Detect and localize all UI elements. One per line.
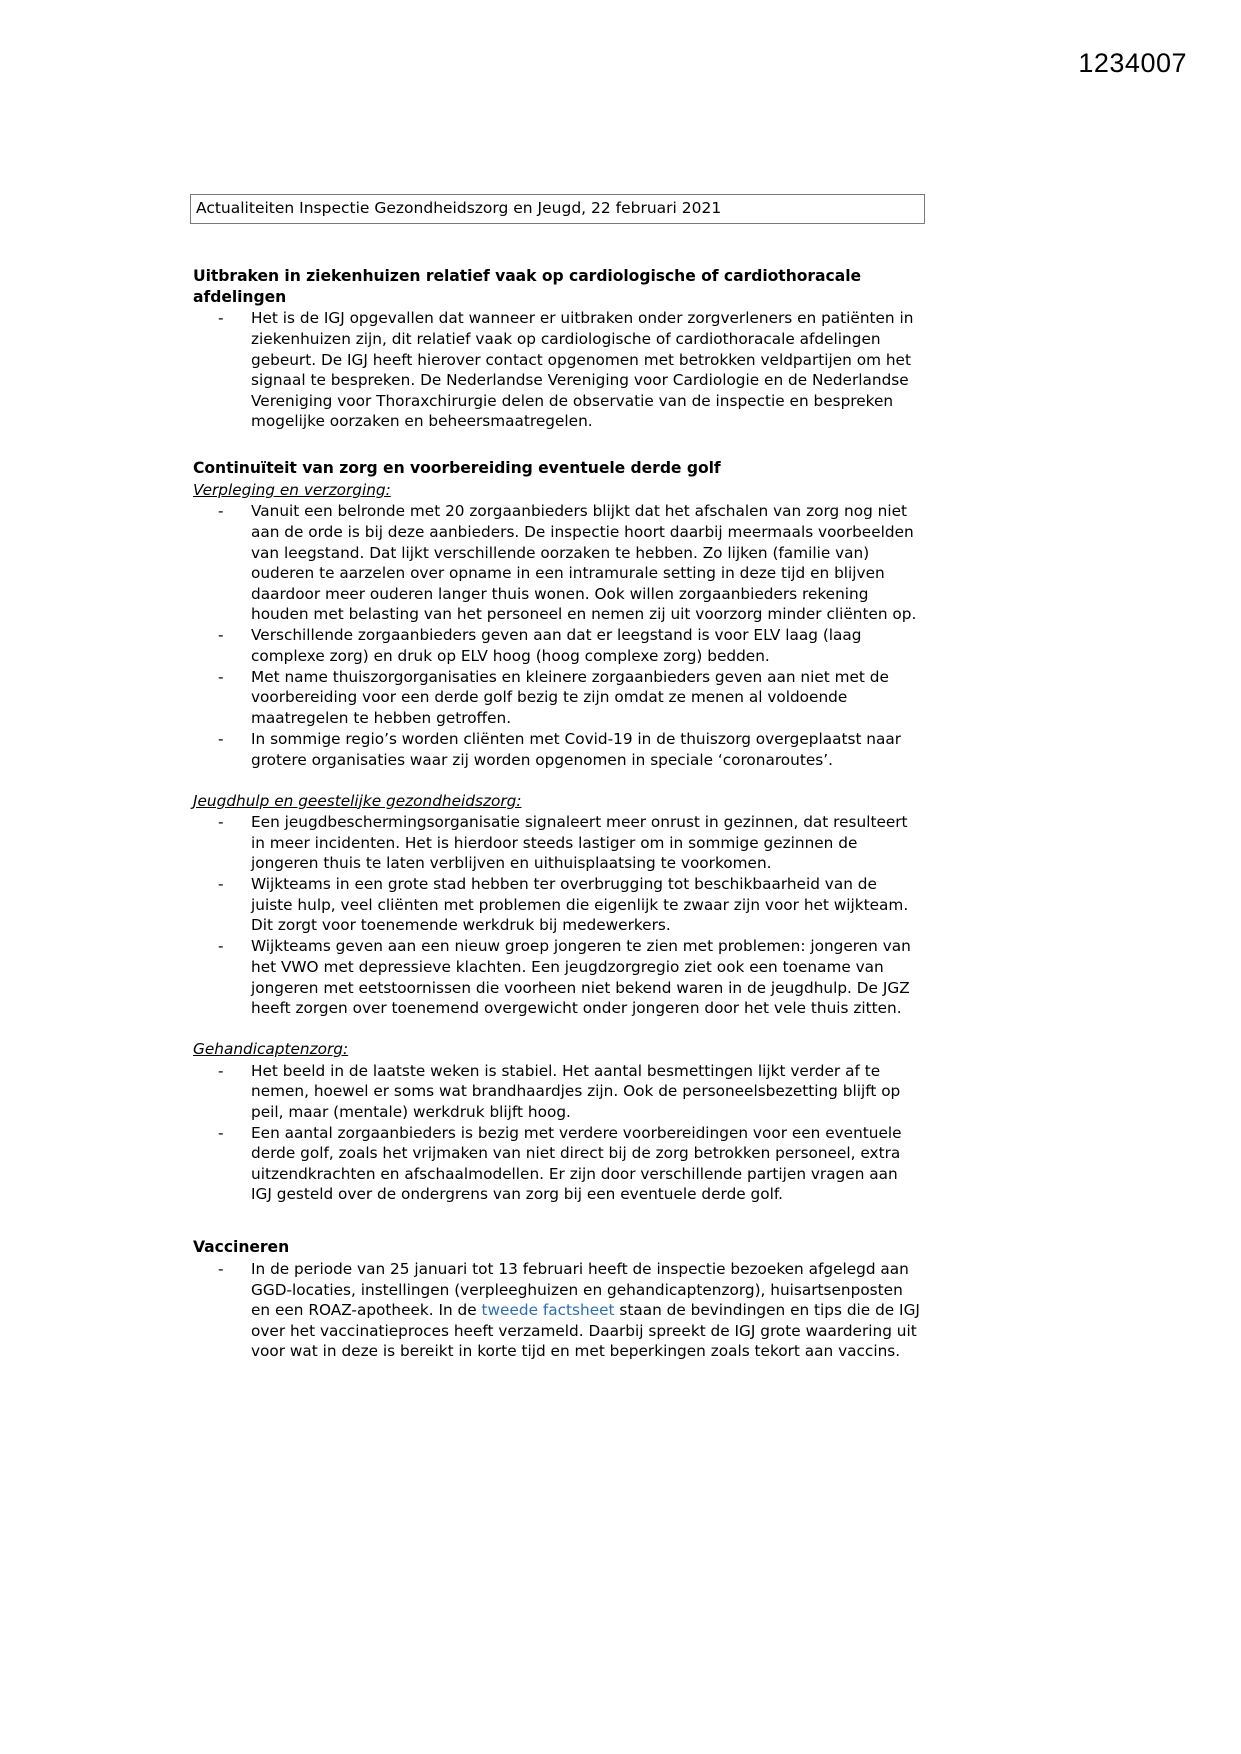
bullet-marker: - xyxy=(218,1260,224,1279)
bullet-marker: - xyxy=(218,813,224,832)
list-item-text: Verschillende zorgaanbieders geven aan dat er leegstand is voor ELV laag (laag complexe zorg) en druk op ELV hoog (hoog complexe zorg) bedden. xyxy=(251,626,862,665)
list-item xyxy=(193,1123,921,1205)
spacer xyxy=(193,432,921,458)
list-item xyxy=(193,667,921,729)
list-item-text: Wijkteams in een grote stad hebben ter overbrugging tot beschikbaarheid van de juiste hulp, veel cliënten met problemen die eigenlijk te zwaar zijn voor het wijkteam. Dit zorgt voor toenemende werkdruk bij medewerkers. xyxy=(251,875,909,935)
spacer xyxy=(193,1205,921,1237)
list-item-text: In sommige regio’s worden cliënten met Covid-19 in de thuiszorg overgeplaatst naar grotere organisaties waar zij worden opgenomen in speciale ‘coronaroutes’. xyxy=(251,730,902,769)
bullet-marker: - xyxy=(218,1061,224,1080)
list-item-text xyxy=(251,1260,920,1360)
list-item-text: Een aantal zorgaanbieders is bezig met verdere voorbereidingen voor een eventuele derde golf, zoals het vrijmaken van niet direct bij de zorg betrokken personeel, extra uitzendkrachten en afschaalmodellen. Er zijn door verschillende partijen vragen aan IGJ gesteld over de ondergrens van zorg bij een eventuele derde golf. xyxy=(251,1123,902,1204)
spacer xyxy=(193,1019,921,1039)
list-item xyxy=(193,1061,921,1123)
list-item xyxy=(193,812,921,874)
bullet-list-jeugdhulp xyxy=(193,812,921,1019)
list-item xyxy=(193,1259,921,1362)
bullet-marker: - xyxy=(218,309,224,328)
bullet-marker: - xyxy=(218,875,224,894)
list-item-text: Met name thuiszorgorganisaties en kleinere zorgaanbieders geven aan niet met de voorbereiding voor een derde golf bezig te zijn omdat ze menen al voldoende maatregelen te hebben getroffen. xyxy=(251,667,889,728)
list-item xyxy=(193,625,921,666)
list-item-text: Het beeld in de laatste weken is stabiel. Het aantal besmettingen lijkt verder af te nemen, hoewel er soms wat brandhaardjes zijn. Ook de personeelsbezetting blijft op peil, maar (mentale) werkdruk blijft hoog. xyxy=(251,1061,901,1121)
section-uitbraken xyxy=(193,266,921,432)
list-item-text: Wijkteams geven aan een nieuw groep jongeren te zien met problemen: jongeren van het VWO met depressieve klachten. Een jeugdzorgregio ziet ook een toename van jongeren met eetstoornissen die voorheen niet bekend waren in de jeugdhulp. De JGZ heeft zorgen over toenemend overgewicht onder jongeren door het vele thuis zitten. xyxy=(251,937,911,1018)
list-item xyxy=(193,936,921,1018)
bullet-marker: - xyxy=(218,1123,224,1142)
bullet-marker: - xyxy=(218,626,224,645)
section-vaccineren xyxy=(193,1237,921,1362)
subsection-label-verpleging: Verpleging en verzorging: xyxy=(193,481,391,500)
tweede-factsheet-link[interactable]: tweede factsheet xyxy=(481,1301,615,1320)
bullet-list-uitbraken xyxy=(193,308,921,431)
bullet-list-gehandicaptenzorg xyxy=(193,1061,921,1205)
section-heading-vaccineren: Vaccineren xyxy=(193,1238,290,1257)
document-title-box: Actualiteiten Inspectie Gezondheidszorg en Jeugd, 22 februari 2021 xyxy=(190,194,925,224)
subsection-label-jeugdhulp: Jeugdhulp en geestelijke gezondheidszorg: xyxy=(193,791,522,810)
list-item xyxy=(193,874,921,936)
document-body xyxy=(193,266,921,1363)
section-heading-uitbraken: Uitbraken in ziekenhuizen relatief vaak op cardiologische of cardiothoracale afdelingen xyxy=(193,267,862,306)
vaccineren-text-after-link: staan de bevindingen en tips die de IGJ over het vaccinatieproces heeft verzameld. Daarbij spreekt de IGJ grote waardering uit voor wat in deze is bereikt in korte tijd en met beperkingen zoals tekort aan vaccins. xyxy=(251,1301,920,1361)
list-item xyxy=(193,729,921,770)
bullet-marker: - xyxy=(218,937,224,956)
list-item-text: Een jeugdbeschermingsorganisatie signaleert meer onrust in gezinnen, dat resulteert in meer incidenten. Het is hierdoor steeds lastiger om in sommige gezinnen de jongeren thuis te laten verblijven en uithuisplaatsing te voorkomen. xyxy=(251,813,908,873)
list-item-text: Vanuit een belronde met 20 zorgaanbieders blijkt dat het afschalen van zorg nog niet aan de orde is bij deze aanbieders. De inspectie hoort daarbij meermaals voorbeelden van leegstand. Dat lijkt verschillende oorzaken te hebben. Zo lijken (familie van) ouderen te aarzelen over opname in een intramurale setting in deze tijd en blijven daardoor meer ouderen langer thuis wonen. Ook willen zorgaanbieders rekening houden met belasting van het personeel en nemen zij uit voorzorg minder cliënten op. xyxy=(251,502,917,624)
bullet-marker: - xyxy=(218,502,224,521)
vaccineren-text-before-link: In de periode van 25 januari tot 13 februari heeft de inspectie bezoeken afgelegd aan GGD-locaties, instellingen (verpleeghuizen en gehandicaptenzorg), huisartsenposten en een ROAZ-apotheek. In de xyxy=(251,1260,909,1320)
bullet-marker: - xyxy=(218,667,224,686)
list-item xyxy=(193,501,921,624)
section-heading-continuiteit: Continuïteit van zorg en voorbereiding eventuele derde golf xyxy=(193,459,721,478)
list-item-text: Het is de IGJ opgevallen dat wanneer er uitbraken onder zorgverleners en patiënten in ziekenhuizen zijn, dit relatief vaak op cardiologische of cardiothoracale afdelingen gebeurt. De IGJ heeft hierover contact opgenomen met betrokken veldpartijen om het signaal te bespreken. De Nederlandse Vereniging voor Cardiologie en de Nederlandse Vereniging voor Thoraxchirurgie delen de observatie van de inspectie en bespreken mogelijke oorzaken en beheersmaatregelen. xyxy=(251,309,914,431)
page-number: 1234007 xyxy=(1078,48,1187,78)
subsection-label-gehandicaptenzorg: Gehandicaptenzorg: xyxy=(193,1040,349,1059)
list-item xyxy=(193,308,921,431)
bullet-list-vaccineren xyxy=(193,1259,921,1362)
bullet-list-verpleging xyxy=(193,501,921,770)
bullet-marker: - xyxy=(218,730,224,749)
section-continuiteit xyxy=(193,458,921,1205)
spacer xyxy=(193,771,921,791)
